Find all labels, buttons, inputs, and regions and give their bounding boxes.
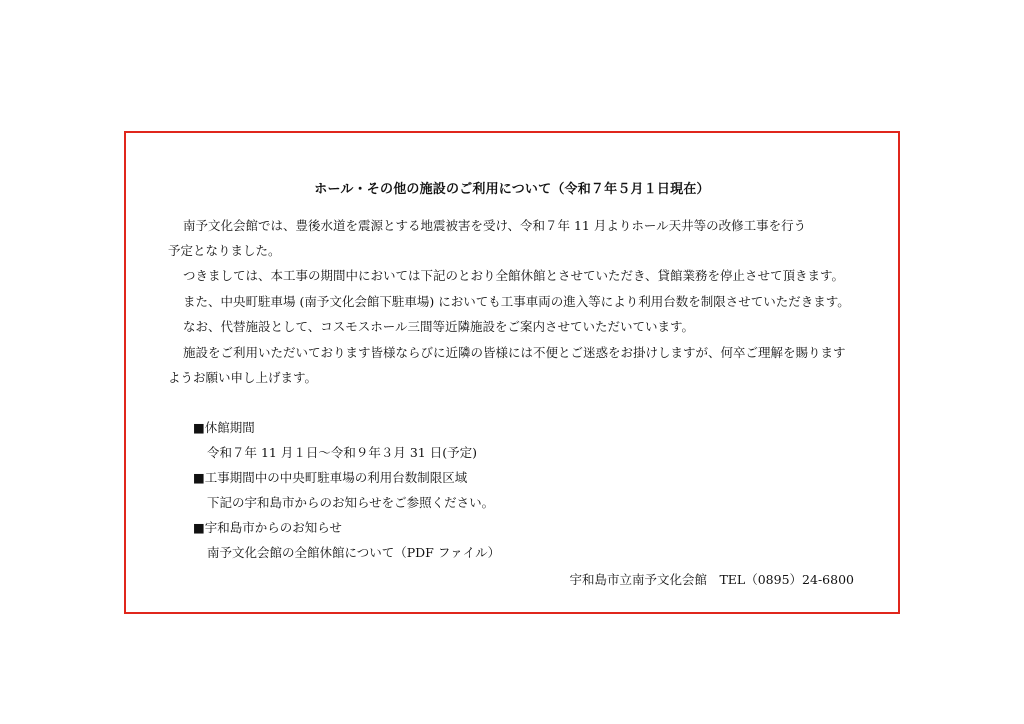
section-notice-heading: ■宇和島市からのお知らせ <box>193 520 342 535</box>
section-parking-heading: ■工事期間中の中央町駐車場の利用台数制限区域 <box>193 470 468 485</box>
paragraph-1-line-1: 南予文化会館では、豊後水道を震源とする地震被害を受け、令和７年 11 月よりホール天井等の改修工事を行う <box>183 218 807 233</box>
section-parking-body: 下記の宇和島市からのお知らせをご参照ください。 <box>207 495 495 510</box>
paragraph-5-line-2: ようお願い申し上げます。 <box>168 370 318 385</box>
paragraph-2: つきましては、本工事の期間中においては下記のとおり全館休館とさせていただき、貸館業務を停止させて頂きます。 <box>183 268 845 283</box>
paragraph-4: なお、代替施設として、コスモスホール三間等近隣施設をご案内させていただいています。 <box>183 319 695 334</box>
section-closure-heading: ■休館期間 <box>193 420 255 435</box>
paragraph-1-line-2: 予定となりました。 <box>168 243 281 258</box>
paragraph-3: また、中央町駐車場 (南予文化会館下駐車場) においても工事車両の進入等により利用台数を制限させていただきます。 <box>183 294 850 309</box>
contact-footer: 宇和島市立南予文化会館 TEL（0895）24-6800 <box>569 572 854 587</box>
pdf-notice-link[interactable]: 南予文化会館の全館休館について（PDF ファイル） <box>207 545 501 560</box>
notice-title: ホール・その他の施設のご利用について（令和７年５月１日現在） <box>314 182 710 197</box>
section-closure-period: 令和７年 11 月１日～令和９年３月 31 日(予定) <box>207 445 477 460</box>
paragraph-5-line-1: 施設をご利用いただいております皆様ならびに近隣の皆様には不便とご迷惑をお掛けしますが、何卒ご理解を賜ります <box>183 345 846 360</box>
